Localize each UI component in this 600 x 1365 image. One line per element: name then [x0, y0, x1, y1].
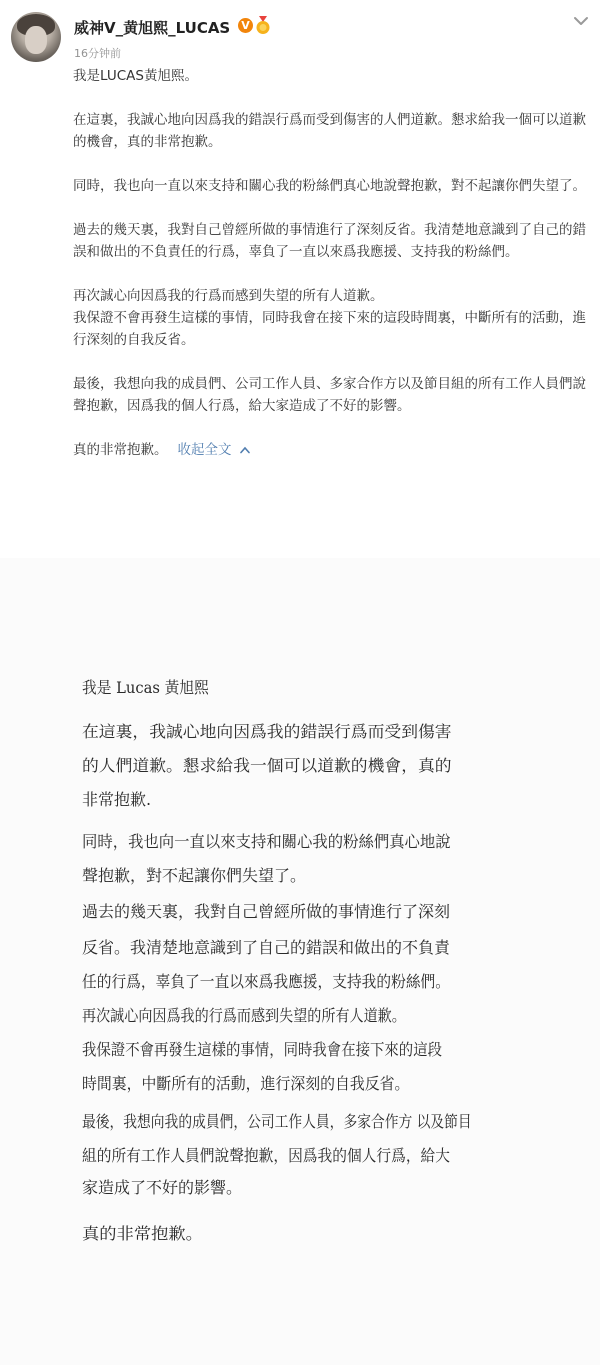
- letter-line: 聲抱歉，對不起讓你們失望了。: [82, 866, 307, 885]
- post-paragraph: 真的非常抱歉。: [73, 442, 168, 458]
- letter-line: 任的行爲，辜負了一直以來爲我應援，支持我的粉絲們。: [82, 972, 451, 991]
- chevron-up-icon[interactable]: [240, 446, 250, 454]
- post-paragraph: 再次誠心向因爲我的行爲而感到失望的所有人道歉。: [73, 288, 384, 304]
- post-last-line: [73, 439, 588, 461]
- letter-line: 在這裏，我誠心地向因爲我的錯誤行爲而受到傷害: [82, 722, 452, 741]
- letter-line: 我是 Lucas 黃旭熙: [82, 678, 209, 697]
- letter-line: 家造成了不好的影響。: [82, 1178, 243, 1197]
- post-paragraph: 過去的幾天裏，我對自己曾經所做的事情進行了深刻反省。我清楚地意識到了自己的錯誤和做出的不負責任的行爲，辜負了一直以來爲我應援、支持我的粉絲們。: [73, 222, 586, 260]
- letter-line: 我保證不會再發生這樣的事情，同時我會在接下來的這段: [82, 1040, 443, 1059]
- post-header: [0, 0, 600, 70]
- verified-badge-icon: V: [238, 18, 253, 33]
- chevron-down-icon[interactable]: [572, 12, 590, 30]
- post-paragraph: 我保證不會再發生這樣的事情，同時我會在接下來的這段時間裏，中斷所有的活動，進行深刻的自我反省。: [73, 310, 586, 348]
- post-paragraph: 在這裏，我誠心地向因爲我的錯誤行爲而受到傷害的人們道歉。懇求給我一個可以道歉的機會，真的非常抱歉。: [73, 112, 586, 150]
- letter-line: 過去的幾天裏，我對自己曾經所做的事情進行了深刻: [82, 902, 451, 921]
- letter-line: 同時，我也向一直以來支持和關心我的粉絲們真心地說: [82, 832, 451, 851]
- letter-line: 的人們道歉。懇求給我一個可以道歉的機會，真的: [82, 756, 452, 775]
- letter-line: 再次誠心向因爲我的行爲而感到失望的所有人道歉。: [82, 1006, 406, 1025]
- letter-line: 時間裏，中斷所有的活動，進行深刻的自我反省。: [82, 1074, 410, 1093]
- post-timestamp: 16分钟前: [74, 47, 121, 60]
- post-body: [73, 65, 588, 461]
- letter-line: 反省。我清楚地意識到了自己的錯誤和做出的不負責: [82, 938, 451, 957]
- letter-line: 組的所有工作人員們說聲抱歉，因爲我的個人行爲，給大: [82, 1146, 451, 1165]
- letter-line: 真的非常抱歉。: [82, 1224, 203, 1243]
- username-link[interactable]: 威神V_黄旭熙_LUCAS: [74, 19, 231, 37]
- collapse-button[interactable]: 收起全文: [177, 442, 232, 458]
- avatar[interactable]: [11, 12, 61, 62]
- medal-icon: [255, 16, 271, 35]
- letter-line: 最後，我想向我的成員們，公司工作人員，多家合作方 以及節目: [82, 1112, 472, 1131]
- letter-line: 非常抱歉.: [82, 790, 152, 809]
- post-paragraph: 我是LUCAS黃旭熙。: [73, 68, 198, 84]
- post-paragraph: 同時，我也向一直以來支持和關心我的粉絲們真心地說聲抱歉，對不起讓你們失望了。: [73, 178, 586, 194]
- avatar-face: [25, 26, 47, 54]
- post-paragraph: 最後，我想向我的成員們、公司工作人員、多家合作方以及節目組的所有工作人員們說聲抱歉，因爲我的個人行爲，給大家造成了不好的影響。: [73, 376, 586, 414]
